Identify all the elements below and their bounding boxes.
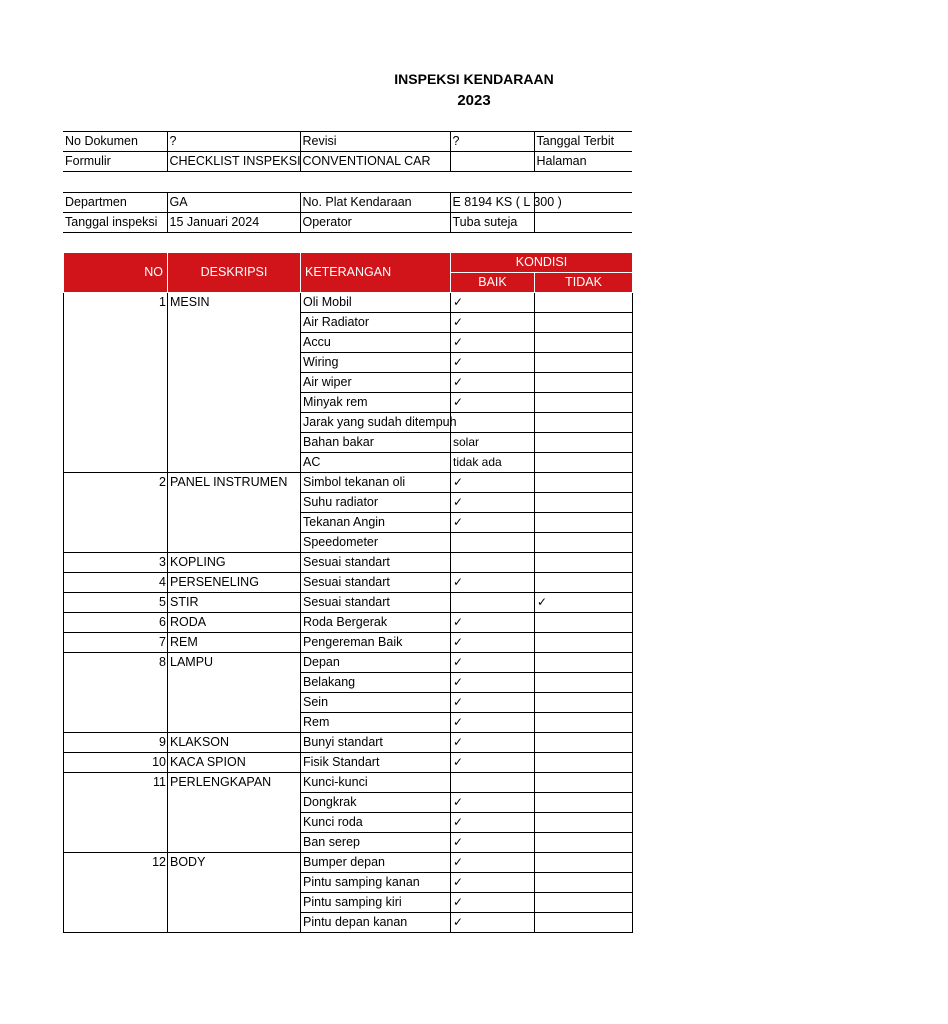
item-number: 12 (64, 853, 168, 873)
checklist-row (64, 793, 633, 813)
kondisi-tidak-cell (535, 613, 633, 633)
info-row (63, 152, 632, 172)
checklist-row (64, 833, 633, 853)
checklist-row (64, 573, 633, 593)
kondisi-tidak-cell (535, 633, 633, 653)
info-cell: Formulir (63, 152, 167, 172)
item-keterangan: Ban serep (301, 833, 451, 853)
item-keterangan: Speedometer (301, 533, 451, 553)
info-cell: Halaman (534, 152, 632, 172)
item-number: 10 (64, 753, 168, 773)
kondisi-baik-cell: ✓ (451, 853, 535, 873)
kondisi-tidak-cell (535, 773, 633, 793)
item-description (168, 673, 301, 693)
item-description (168, 813, 301, 833)
kondisi-baik-cell: ✓ (451, 573, 535, 593)
item-description: MESIN (168, 293, 301, 313)
kondisi-tidak-cell (535, 653, 633, 673)
checklist-row (64, 733, 633, 753)
kondisi-baik-cell: ✓ (451, 633, 535, 653)
checklist-row (64, 533, 633, 553)
item-keterangan: Fisik Standart (301, 753, 451, 773)
kondisi-baik-cell: ✓ (451, 913, 535, 933)
kondisi-tidak-cell (535, 513, 633, 533)
item-description (168, 793, 301, 813)
item-number: 5 (64, 593, 168, 613)
kondisi-baik-cell: ✓ (451, 653, 535, 673)
kondisi-tidak-cell (535, 393, 633, 413)
item-number (64, 453, 168, 473)
kondisi-tidak-cell (535, 853, 633, 873)
item-description (168, 533, 301, 553)
item-description (168, 353, 301, 373)
info-cell (450, 152, 534, 172)
checklist-row (64, 293, 633, 313)
info-cell: Tanggal inspeksi (63, 213, 167, 233)
vehicle-info-table (63, 192, 632, 233)
kondisi-tidak-cell (535, 313, 633, 333)
item-description (168, 693, 301, 713)
item-keterangan: Sesuai standart (301, 593, 451, 613)
item-keterangan: Roda Bergerak (301, 613, 451, 633)
kondisi-tidak-cell (535, 553, 633, 573)
checklist-row (64, 853, 633, 873)
checklist-row (64, 553, 633, 573)
kondisi-tidak-cell (535, 453, 633, 473)
kondisi-tidak-cell (535, 493, 633, 513)
item-number: 2 (64, 473, 168, 493)
item-description: PERSENELING (168, 573, 301, 593)
item-keterangan: Jarak yang sudah ditempuh (301, 413, 451, 433)
item-keterangan: Bahan bakar (301, 433, 451, 453)
info-cell: Revisi (300, 132, 450, 152)
item-keterangan: Sesuai standart (301, 553, 451, 573)
info-cell: Tanggal Terbit (534, 132, 632, 152)
kondisi-baik-cell: ✓ (451, 353, 535, 373)
info-cell: Tuba suteja (450, 213, 534, 233)
checklist-row (64, 473, 633, 493)
checklist-row (64, 513, 633, 533)
kondisi-tidak-cell (535, 913, 633, 933)
item-description (168, 833, 301, 853)
kondisi-baik-cell (451, 593, 535, 613)
item-description: KACA SPION (168, 753, 301, 773)
kondisi-tidak-cell (535, 713, 633, 733)
info-row (63, 213, 632, 233)
item-description (168, 453, 301, 473)
item-number (64, 433, 168, 453)
checklist-row (64, 373, 633, 393)
item-keterangan: Accu (301, 333, 451, 353)
kondisi-tidak-cell (535, 413, 633, 433)
item-number: 7 (64, 633, 168, 653)
checklist-row (64, 913, 633, 933)
checklist-row (64, 393, 633, 413)
checklist-row (64, 873, 633, 893)
checklist-row (64, 453, 633, 473)
info-cell: ? (450, 132, 534, 152)
item-description (168, 393, 301, 413)
checklist-row (64, 693, 633, 713)
kondisi-tidak-cell (535, 433, 633, 453)
kondisi-baik-cell: ✓ (451, 393, 535, 413)
info-cell: CONVENTIONAL CAR (300, 152, 450, 172)
info-cell: Operator (300, 213, 450, 233)
item-keterangan: Minyak rem (301, 393, 451, 413)
item-description (168, 333, 301, 353)
item-keterangan: Sesuai standart (301, 573, 451, 593)
kondisi-tidak-cell (535, 733, 633, 753)
item-description (168, 493, 301, 513)
item-description: STIR (168, 593, 301, 613)
kondisi-baik-cell: ✓ (451, 873, 535, 893)
kondisi-tidak-cell (535, 293, 633, 313)
item-description (168, 713, 301, 733)
checklist-row (64, 593, 633, 613)
kondisi-baik-cell (451, 533, 535, 553)
info-row (63, 193, 632, 213)
info-cell: ? (167, 132, 300, 152)
kondisi-baik-cell: ✓ (451, 473, 535, 493)
info-cell: Departmen (63, 193, 167, 213)
header-keterangan: KETERANGAN (301, 253, 451, 293)
kondisi-tidak-cell (535, 673, 633, 693)
item-keterangan: Depan (301, 653, 451, 673)
kondisi-baik-cell: ✓ (451, 893, 535, 913)
item-description (168, 373, 301, 393)
item-description (168, 913, 301, 933)
kondisi-tidak-cell (535, 533, 633, 553)
item-description (168, 413, 301, 433)
item-keterangan: Wiring (301, 353, 451, 373)
header-deskripsi: DESKRIPSI (168, 253, 301, 293)
item-keterangan: Simbol tekanan oli (301, 473, 451, 493)
document-title: INSPEKSI KENDARAAN (394, 71, 554, 87)
kondisi-baik-cell: ✓ (451, 313, 535, 333)
kondisi-baik-cell (451, 413, 535, 433)
kondisi-tidak-cell (535, 333, 633, 353)
kondisi-baik-cell: ✓ (451, 753, 535, 773)
item-number (64, 533, 168, 553)
info-cell: 15 Januari 2024 (167, 213, 300, 233)
item-keterangan: Tekanan Angin (301, 513, 451, 533)
item-description (168, 313, 301, 333)
header-baik: BAIK (451, 273, 535, 293)
kondisi-baik-cell: ✓ (451, 713, 535, 733)
item-number (64, 793, 168, 813)
item-number: 11 (64, 773, 168, 793)
item-number: 1 (64, 293, 168, 313)
checklist-row (64, 353, 633, 373)
item-number (64, 913, 168, 933)
header-kondisi: KONDISI (451, 253, 633, 273)
item-number (64, 893, 168, 913)
item-description: REM (168, 633, 301, 653)
header-no: NO (64, 253, 168, 293)
item-keterangan: Bunyi standart (301, 733, 451, 753)
header-tidak: TIDAK (535, 273, 633, 293)
checklist-row (64, 673, 633, 693)
kondisi-tidak-cell (535, 873, 633, 893)
checklist-row (64, 653, 633, 673)
info-cell: No Dokumen (63, 132, 167, 152)
checklist-row (64, 893, 633, 913)
item-keterangan: Pintu samping kiri (301, 893, 451, 913)
info-cell: E 8194 KS ( L 300 ) (450, 193, 534, 213)
item-number (64, 333, 168, 353)
item-description: PANEL INSTRUMEN (168, 473, 301, 493)
item-description (168, 893, 301, 913)
item-keterangan: Air Radiator (301, 313, 451, 333)
item-keterangan: Rem (301, 713, 451, 733)
document-info-table (63, 131, 632, 172)
checklist-row (64, 773, 633, 793)
kondisi-baik-cell: ✓ (451, 833, 535, 853)
item-keterangan: Oli Mobil (301, 293, 451, 313)
kondisi-tidak-cell (535, 793, 633, 813)
item-description: RODA (168, 613, 301, 633)
item-keterangan: Kunci-kunci (301, 773, 451, 793)
item-number (64, 373, 168, 393)
kondisi-tidak-cell (535, 373, 633, 393)
item-keterangan: Sein (301, 693, 451, 713)
item-number (64, 873, 168, 893)
checklist-row (64, 813, 633, 833)
item-description: BODY (168, 853, 301, 873)
checklist-row (64, 613, 633, 633)
info-row (63, 132, 632, 152)
kondisi-baik-cell (451, 553, 535, 573)
item-keterangan: Suhu radiator (301, 493, 451, 513)
info-cell (534, 213, 632, 233)
kondisi-baik-cell: ✓ (451, 493, 535, 513)
item-description (168, 513, 301, 533)
kondisi-baik-cell: ✓ (451, 733, 535, 753)
kondisi-tidak-cell (535, 753, 633, 773)
item-keterangan: Dongkrak (301, 793, 451, 813)
item-number (64, 693, 168, 713)
item-description: KLAKSON (168, 733, 301, 753)
checklist-row (64, 333, 633, 353)
kondisi-tidak-cell (535, 473, 633, 493)
item-number: 3 (64, 553, 168, 573)
checklist-row (64, 413, 633, 433)
kondisi-tidak-cell (535, 693, 633, 713)
kondisi-baik-cell (451, 773, 535, 793)
item-description: PERLENGKAPAN (168, 773, 301, 793)
kondisi-tidak-cell (535, 833, 633, 853)
kondisi-baik-cell: ✓ (451, 293, 535, 313)
item-number (64, 413, 168, 433)
item-keterangan: AC (301, 453, 451, 473)
kondisi-baik-cell: ✓ (451, 613, 535, 633)
kondisi-tidak-cell (535, 813, 633, 833)
item-keterangan: Bumper depan (301, 853, 451, 873)
item-number (64, 493, 168, 513)
kondisi-baik-cell: solar (451, 433, 535, 453)
info-cell: CHECKLIST INSPEKSI (167, 152, 300, 172)
kondisi-baik-cell: ✓ (451, 513, 535, 533)
document-year: 2023 (457, 92, 491, 109)
item-keterangan: Pengereman Baik (301, 633, 451, 653)
item-description: LAMPU (168, 653, 301, 673)
item-keterangan: Air wiper (301, 373, 451, 393)
item-number: 9 (64, 733, 168, 753)
kondisi-baik-cell: ✓ (451, 333, 535, 353)
item-description: KOPLING (168, 553, 301, 573)
kondisi-baik-cell: tidak ada (451, 453, 535, 473)
item-number (64, 313, 168, 333)
item-number (64, 393, 168, 413)
checklist-row (64, 713, 633, 733)
kondisi-tidak-cell: ✓ (535, 593, 633, 613)
info-cell: GA (167, 193, 300, 213)
item-number (64, 813, 168, 833)
item-keterangan: Pintu depan kanan (301, 913, 451, 933)
checklist-row (64, 493, 633, 513)
item-keterangan: Pintu samping kanan (301, 873, 451, 893)
checklist-row (64, 433, 633, 453)
checklist-row (64, 753, 633, 773)
item-number (64, 513, 168, 533)
kondisi-tidak-cell (535, 353, 633, 373)
item-keterangan: Kunci roda (301, 813, 451, 833)
kondisi-baik-cell: ✓ (451, 673, 535, 693)
item-number: 8 (64, 653, 168, 673)
kondisi-tidak-cell (535, 573, 633, 593)
kondisi-baik-cell: ✓ (451, 693, 535, 713)
item-number: 6 (64, 613, 168, 633)
item-number (64, 833, 168, 853)
kondisi-baik-cell: ✓ (451, 373, 535, 393)
item-number (64, 353, 168, 373)
item-description (168, 873, 301, 893)
kondisi-tidak-cell (535, 893, 633, 913)
item-number (64, 713, 168, 733)
kondisi-baik-cell: ✓ (451, 793, 535, 813)
checklist-row (64, 633, 633, 653)
item-description (168, 433, 301, 453)
checklist-row (64, 313, 633, 333)
item-number: 4 (64, 573, 168, 593)
inspection-checklist-table (63, 252, 633, 933)
item-keterangan: Belakang (301, 673, 451, 693)
kondisi-baik-cell: ✓ (451, 813, 535, 833)
item-number (64, 673, 168, 693)
info-cell: No. Plat Kendaraan (300, 193, 450, 213)
